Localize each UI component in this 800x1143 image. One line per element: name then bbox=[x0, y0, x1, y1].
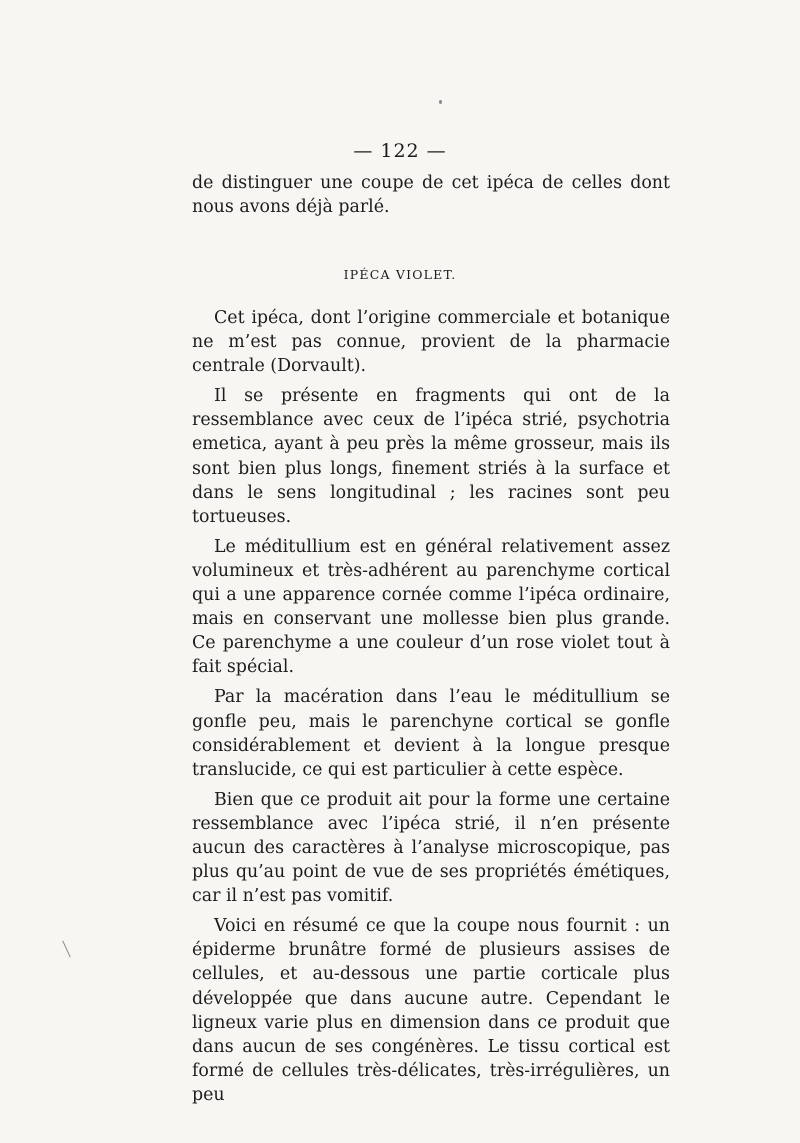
paragraph: Cet ipéca, dont l’origine commerciale et botanique ne m’est pas connue, provient de la pharmacie centrale (Dorvault). bbox=[192, 308, 670, 377]
paragraph: Par la macération dans l’eau le méditullium se gonfle peu, mais le parenchyne cortical se gonfle considérablement et devient à la longue presque translucide, ce qui est particulier à cette espèce. bbox=[192, 687, 670, 780]
body-text bbox=[192, 306, 670, 1113]
ink-speck bbox=[439, 100, 442, 104]
margin-mark bbox=[62, 941, 71, 958]
paragraph: Bien que ce produit ait pour la forme une certaine ressemblance avec l’ipéca strié, il n’en présente aucun des caractères à l’analyse microscopique, pas plus qu’au point de vue de ses propriétés émétiques, car il n’est pas vomitif. bbox=[192, 789, 670, 907]
page-number: — 122 — bbox=[353, 140, 447, 162]
paragraph: Il se présente en fragments qui ont de la ressemblance avec ceux de l’ipéca strié, psychotria emetica, ayant à peu près la même grosseur, mais ils sont bien plus longs, finement striés à la surface et dans le sens longitudinal ; les racines sont peu tortueuses. bbox=[192, 386, 670, 527]
section-title: IPÉCA VIOLET. bbox=[343, 267, 457, 282]
intro-paragraph: de distinguer une coupe de cet ipéca de celles dont nous avons déjà parlé. bbox=[192, 173, 670, 218]
paragraph: Le méditullium est en général relativement assez volumineux et très-adhérent au parenchyme cortical qui a une apparence cornée comme l’ipéca ordinaire, mais en conservant une mollesse bien plus grande. Ce parenchyme a une couleur d’un rose violet tout à fait spécial. bbox=[192, 536, 670, 678]
paragraph: Voici en résumé ce que la coupe nous fournit : un épiderme brunâtre formé de plusieurs assises de cellules, et au-dessous une partie corticale plus développée que dans aucune autre. Cependant le ligneux varie plus en dimension dans ce produit que dans aucun de ses congénères. Le tissu cortical est formé de cellules très-délicates, très-irrégulières, un peu bbox=[192, 916, 670, 1105]
